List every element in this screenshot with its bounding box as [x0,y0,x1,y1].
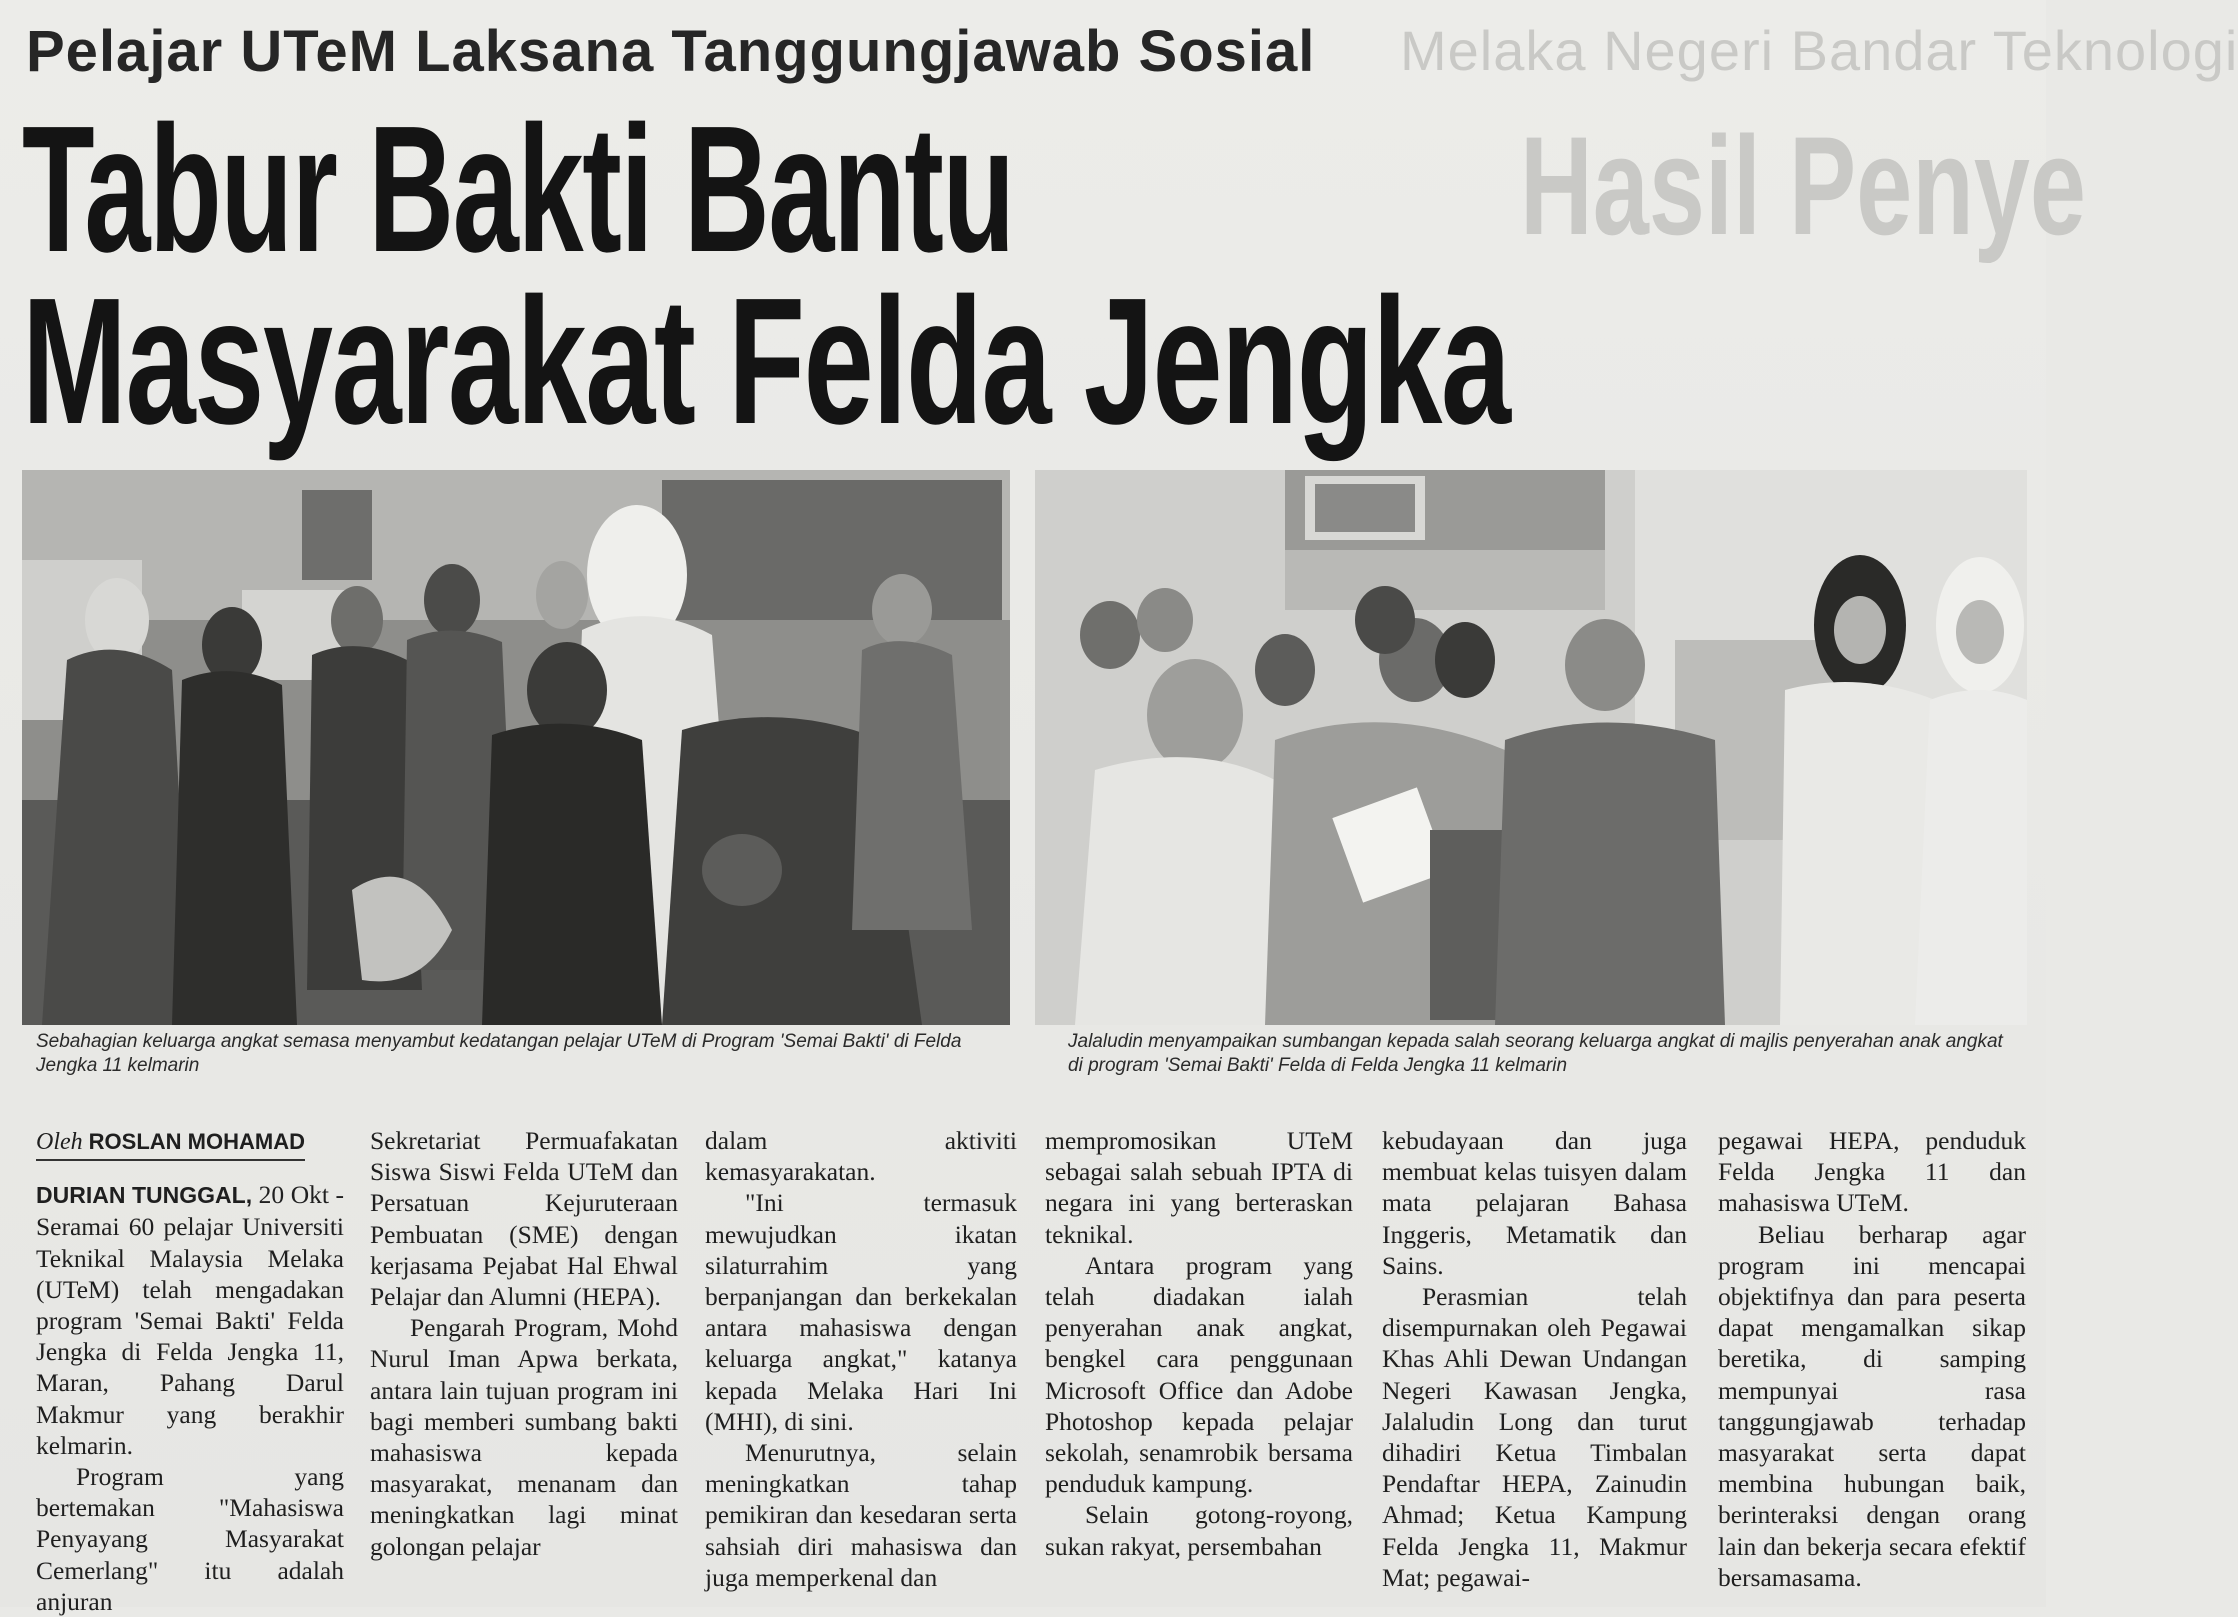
body-paragraph: Program yang bertemakan "Mahasiswa Penyayang Masyarakat Cemerlang" itu adalah anjuran [36,1462,344,1616]
body-paragraph: Selain gotong-royong, sukan rakyat, persembahan [1045,1500,1353,1561]
body-paragraph: kebudayaan dan juga membuat kelas tuisyen dalam mata pelajaran Bahasa Inggeris, Metamatik dan Sains. [1382,1126,1687,1280]
headline-line-2: Masyarakat Felda Jengka [22,261,1510,462]
body-paragraph: Menurutnya, selain meningkatkan tahap pemikiran dan kesedaran serta sahsiah diri mahasiswa dan juga memperkenal dan [705,1438,1017,1592]
body-paragraph: Antara program yang telah diadakan ialah penyerahan anak angkat, bengkel cara penggunaan Microsoft Office dan Adobe Photoshop kepada pelajar sekolah, senamrobik bersama penduduk kampung. [1045,1250,1353,1499]
body-paragraph: dalam aktiviti kemasyarakatan. [705,1126,1017,1187]
body-paragraph: Perasmian telah disempurnakan oleh Pegawai Khas Ahli Dewan Undangan Negeri Kawasan Jengka, Jalaludin Long dan turut dihadiri Ketua Timbalan Pendaftar HEPA, Zainudin Ahmad; Ketua Kampung Felda Jengka 11, Makmur Mat; pegawai- [1382,1282,1687,1592]
body-column-6 [1718,1125,2026,1593]
dateline: DURIAN TUNGGAL, [36,1182,253,1209]
body-column-4 [1045,1125,1353,1562]
body-paragraph: "Ini termasuk mewujudkan ikatan silaturrahim yang berpanjangan dan berkekalan antara mahasiswa dengan keluarga angkat," katanya kepada Melaka Hari Ini (MHI), di sini. [705,1188,1017,1436]
bleed-through-kicker: Melaka Negeri Bandar Teknologi [1400,19,2238,82]
body-column-2 [370,1125,678,1562]
photo-handover-ceremony [1035,470,2027,1025]
lead-paragraph-text: 20 Okt - Seramai 60 pelajar Universiti Teknikal Malaysia Melaka (UTeM) telah mengadakan program 'Semai Bakti' Felda Jengka di Felda Jengka 11, Maran, Pahang Darul Makmur yang berakhir kelmarin. [36,1180,344,1460]
body-paragraph: Beliau berharap agar program ini mencapai objektifnya dan para peserta dapat mengamalkan sikap beretika, di samping mempunyai rasa tanggungjawab terhadap masyarakat serta dapat membina hubungan baik, berinteraksi dengan orang lain dan bekerja secara efektif bersamasama. [1718,1219,2026,1592]
body-column-3 [705,1125,1017,1593]
body-paragraph: mempromosikan UTeM sebagai salah sebuah IPTA di negara ini yang berteraskan teknikal. [1045,1126,1353,1249]
byline-prefix: Oleh [36,1129,83,1155]
body-paragraph: Pengarah Program, Mohd Nurul Iman Apwa berkata, antara lain tujuan program ini bagi memberi sumbang bakti mahasiswa kepada masyarakat, menanam dan meningkatkan lagi minat golongan pelajar [370,1313,678,1561]
photo-caption-right: Jalaludin menyampaikan sumbangan kepada salah seorang keluarga angkat di majlis penyerahan anak angkat di program 'Semai Bakti' Felda di Felda Jengka 11 kelmarin [1068,1031,2003,1076]
bleed-through-headline: Hasil Penye [1520,107,2086,264]
lead-paragraph [36,1179,344,1461]
body-column-5 [1382,1125,1687,1593]
photo-caption-left: Sebahagian keluarga angkat semasa menyambut kedatangan pelajar UTeM di Program 'Semai Bakti' di Felda Jengka 11 kelmarin [36,1031,962,1076]
photo-welcome-greeting [22,470,1010,1025]
byline [36,1126,305,1161]
body-column-1 [36,1125,344,1617]
headline-line-1: Tabur Bakti Bantu [22,89,1014,290]
byline-author: ROSLAN MOHAMAD [88,1129,305,1154]
body-paragraph: pegawai HEPA, penduduk Felda Jengka 11 dan mahasiswa UTeM. [1718,1126,2026,1218]
body-paragraph: Sekretariat Permuafakatan Siswa Siswi Felda UTeM dan Persatuan Kejuruteraan Pembuatan (SME) dengan kerjasama Pejabat Hal Ehwal Pelajar dan Alumni (HEPA). [370,1126,678,1312]
article-kicker: Pelajar UTeM Laksana Tanggungjawab Sosial [26,19,1316,84]
